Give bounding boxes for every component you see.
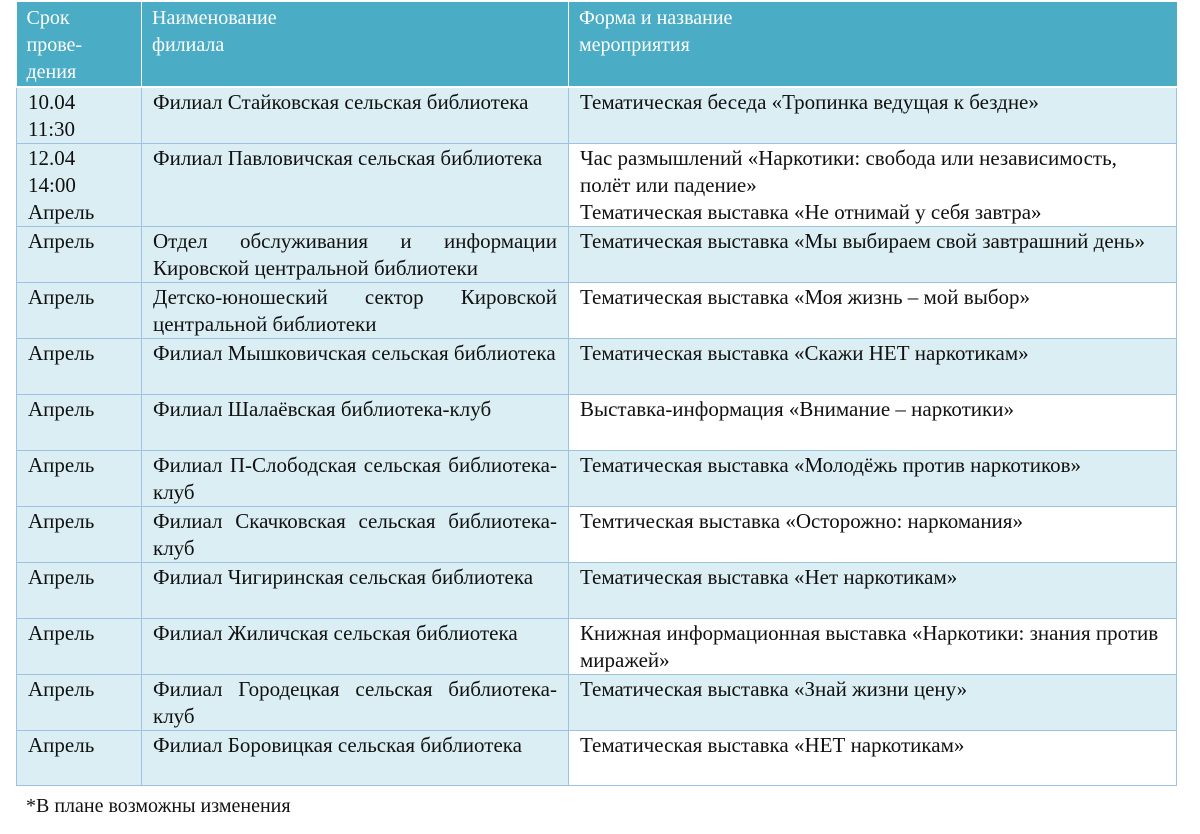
- event-line: Тематическая выставка «Скажи НЕТ наркотикам»: [580, 341, 1029, 365]
- date-line: Апрель: [28, 341, 95, 365]
- table-row: [17, 227, 1177, 283]
- cell-date: [17, 675, 142, 731]
- header-date: [17, 2, 142, 87]
- header-branch-line: Наименование: [152, 7, 277, 29]
- cell-branch: Детско-юношеский сектор Кировской центральной библиотеки: [142, 283, 569, 339]
- cell-event: [569, 563, 1177, 619]
- table-row: [17, 451, 1177, 507]
- cell-date: [17, 731, 142, 786]
- cell-branch: Филиал Чигиринская сельская библиотека: [142, 563, 569, 619]
- header-event: [569, 2, 1177, 87]
- date-line: Апрель: [28, 285, 95, 309]
- table-row: [17, 675, 1177, 731]
- table-row: [17, 563, 1177, 619]
- header-event-line: Форма и название: [579, 7, 733, 29]
- cell-branch: Филиал Жиличская сельская библиотека: [142, 619, 569, 675]
- header-date-line: дения: [26, 61, 77, 83]
- cell-branch: Филиал П-Слободская сельская библиотека-клуб: [142, 451, 569, 507]
- event-line: Темтическая выставка «Осторожно: наркомания»: [580, 509, 1023, 533]
- cell-branch: Филиал Скачковская сельская библиотека-клуб: [142, 507, 569, 563]
- cell-event: [569, 451, 1177, 507]
- cell-event: [569, 619, 1177, 675]
- cell-date: [17, 339, 142, 395]
- date-line: Апрель: [28, 509, 95, 533]
- event-line: Тематическая беседа «Тропинка ведущая к бездне»: [580, 90, 1039, 114]
- cell-event: [569, 507, 1177, 563]
- cell-event: [569, 227, 1177, 283]
- cell-date: [17, 619, 142, 675]
- event-line: Тематическая выставка «Нет наркотикам»: [580, 565, 958, 589]
- event-line: Час размышлений «Наркотики: свобода или независимость, полёт или падение»: [580, 146, 1117, 197]
- event-line: Тематическая выставка «Знай жизни цену»: [580, 677, 968, 701]
- date-line: Апрель: [28, 565, 95, 589]
- event-line: Тематическая выставка «Молодёжь против наркотиков»: [580, 453, 1082, 477]
- table-row: [17, 619, 1177, 675]
- header-branch: [142, 2, 569, 87]
- table-row: [17, 507, 1177, 563]
- cell-event: [569, 87, 1177, 144]
- cell-branch: Филиал Мышковичская сельская библиотека: [142, 339, 569, 395]
- cell-date: [17, 395, 142, 451]
- date-line: 14:00: [28, 173, 76, 197]
- date-line: Апрель: [28, 200, 95, 224]
- table-row: [17, 87, 1177, 144]
- cell-event: [569, 339, 1177, 395]
- header-branch-line: филиала: [152, 34, 225, 56]
- cell-event: [569, 395, 1177, 451]
- cell-branch: Филиал Павловичская сельская библиотека: [142, 144, 569, 227]
- header-date-line: прове-: [26, 34, 83, 56]
- event-line: Тематическая выставка «Не отнимай у себя завтра»: [580, 200, 1042, 224]
- cell-branch: Филиал Стайковская сельская библиотека: [142, 87, 569, 144]
- cell-event: [569, 144, 1177, 227]
- cell-date: [17, 227, 142, 283]
- cell-branch: Филиал Боровицкая сельская библиотека: [142, 731, 569, 786]
- events-table: [16, 2, 1177, 786]
- event-line: Тематическая выставка «НЕТ наркотикам»: [580, 733, 965, 757]
- table-row: [17, 144, 1177, 227]
- cell-branch: Филиал Шалаёвская библиотека-клуб: [142, 395, 569, 451]
- date-line: 11:30: [28, 117, 76, 141]
- date-line: Апрель: [28, 621, 95, 645]
- table-row: [17, 283, 1177, 339]
- event-line: Тематическая выставка «Моя жизнь – мой выбор»: [580, 285, 1031, 309]
- date-line: Апрель: [28, 677, 95, 701]
- header-event-line: мероприятия: [579, 34, 690, 56]
- date-line: Апрель: [28, 397, 95, 421]
- cell-date: [17, 87, 142, 144]
- table-row: [17, 339, 1177, 395]
- cell-branch: Отдел обслуживания и информации Кировской центральной библиотеки: [142, 227, 569, 283]
- date-line: 10.04: [28, 90, 76, 114]
- event-line: Книжная информационная выставка «Наркотики: знания против миражей»: [580, 621, 1159, 672]
- cell-date: [17, 507, 142, 563]
- cell-event: [569, 731, 1177, 786]
- cell-date: [17, 563, 142, 619]
- date-line: 12.04: [28, 146, 76, 170]
- table-header-row: [17, 2, 1177, 87]
- event-line: Выставка-информация «Внимание – наркотики»: [580, 397, 1014, 421]
- event-line: Тематическая выставка «Мы выбираем свой завтрашний день»: [580, 229, 1145, 253]
- cell-event: [569, 283, 1177, 339]
- cell-date: [17, 283, 142, 339]
- date-line: Апрель: [28, 733, 95, 757]
- cell-branch: Филиал Городецкая сельская библиотека-клуб: [142, 675, 569, 731]
- footnote: *В плане возможны изменения: [26, 795, 291, 817]
- table-row: [17, 395, 1177, 451]
- table-row: [17, 731, 1177, 786]
- header-date-line: Срок: [26, 7, 70, 29]
- cell-date: [17, 451, 142, 507]
- date-line: Апрель: [28, 453, 95, 477]
- cell-date: [17, 144, 142, 227]
- date-line: Апрель: [28, 229, 95, 253]
- cell-event: [569, 675, 1177, 731]
